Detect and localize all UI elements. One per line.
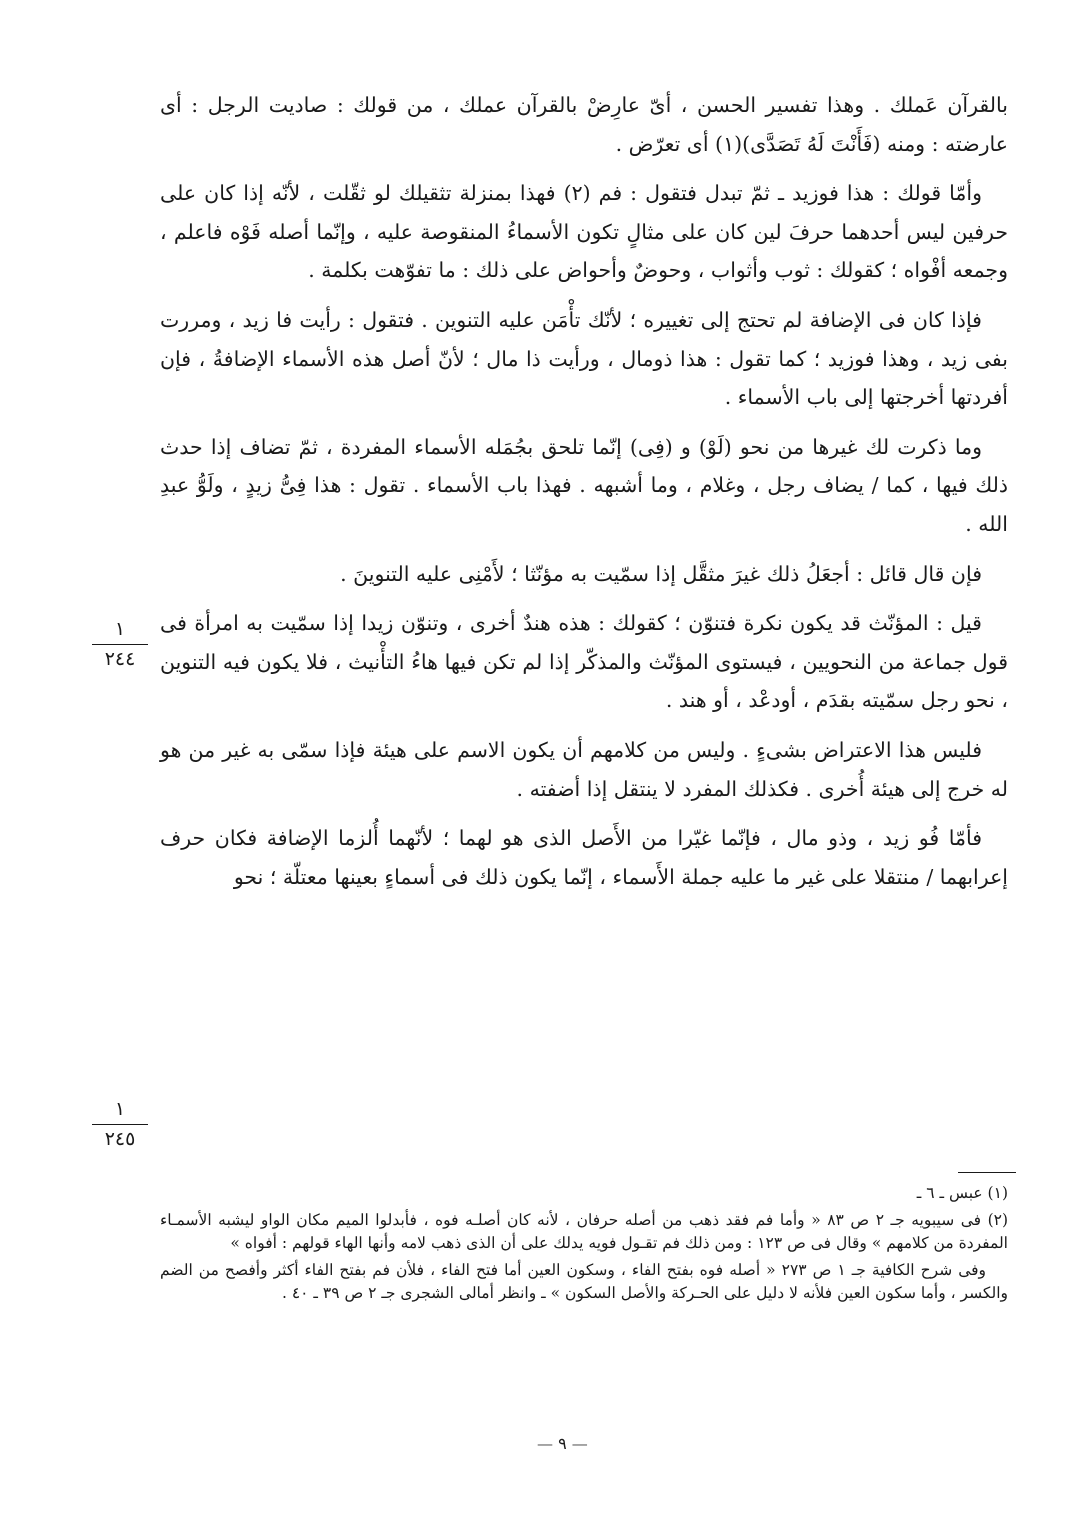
margin-ref-volume: ١ <box>114 618 126 640</box>
margin-page-ref <box>92 1098 148 1150</box>
main-text <box>160 86 1008 907</box>
page-number-value: ٩ <box>558 1434 567 1453</box>
footnote-1: (١) عبس ـ ٦ ـ <box>916 1184 1008 1202</box>
paragraph-8: فأمّا فُو زيد ، وذو مال ، فإنّما غيّرا من الأَصل الذى هو لهما ؛ لأنّهما أُلزما الإضافة فكان حرف إعرابهما / منتقلا على غير ما عليه جملة الأَسماء ، إنّما يكون ذلك فى أسماءٍ بعينها معتلّة ؛ نحو <box>160 826 1008 889</box>
margin-ref-page: ٢٤٤ <box>104 648 136 670</box>
margin-page-ref <box>92 618 148 670</box>
margin-ref-volume: ١ <box>114 1098 126 1120</box>
footnotes <box>160 1182 1008 1309</box>
page-number <box>537 1434 588 1453</box>
margin-ref-page: ٢٤٥ <box>104 1128 136 1150</box>
page-number-dash: — <box>566 1434 588 1453</box>
page-number-dash: — <box>537 1434 559 1453</box>
footnote-2: (٢) فى سيبويه جـ ٢ ص ٨٣ « وأما فم فقد ذهب من أصله حرفان ، لأنه كان أصلـه فوه ، فأبدلوا الميم مكان الواو ليشبه الأسمـاء المفردة من كلامهم » وقال فى ص ١٢٣ : ومن ذلك فم تقـول فويه يدلك على أن الذى ذهب لامه وأنها الهاء قولهم : أفواه » <box>160 1211 1009 1252</box>
footnote-separator <box>958 1172 1016 1173</box>
paragraph-3: فإذا كان فى الإضافة لم تحتج إلى تغييره ؛ لأنّك تأْمَن عليه التنوين . فتقول : رأيت فا زيد ، ومررت بفى زيد ، وهذا فوزيد ؛ كما تقول : هذا ذومال ، ورأيت ذا مال ؛ لأنّ أصل هذه الأسماء الإضافةُ ، فإن أفردتها أخرجتها إلى باب الأسماء . <box>160 307 1008 410</box>
margin-ref-rule <box>92 644 148 645</box>
paragraph-1: بالقرآن عَملك . وهذا تفسير الحسن ، أىّ عارِضْ بالقرآن عملك ، من قولك : صاديت الرجل : أى عارضته : ومنه (فَأَنْتَ لَهُ تَصَدَّى)(١) أى تعرّض . <box>160 93 1008 156</box>
paragraph-6: قيل : المؤنّث قد يكون نكرة فتنوّن ؛ كقولك : هذه هندٌ أخرى ، وتنوّن زيدا إذا سمّيت به امرأة فى قول جماعة من النحويين ، فيستوى المؤنّث والمذكّر إذا لم تكن فيها هاءُ التأْنيث ، فلا يكون فيه التنوين ، نحو رجل سمّيته بقدَم ، أودعْد ، أو هند . <box>160 611 1008 713</box>
margin-ref-rule <box>92 1124 148 1125</box>
paragraph-4: وما ذكرت لك غيرها من نحو (لَوْ) و (فِى) إنّما تلحق بجُمَله الأسماء المفردة ، ثمّ تضاف إذا حدث ذلك فيها ، كما / يضاف رجل ، وغلام ، وما أشبهه . فهذا باب الأسماء . تقول : هذا فِىُّ زيدٍ ، ولَوُّ عبدِ الله . <box>160 434 1008 536</box>
paragraph-2: وأمّا قولك : هذا فوزيد ـ ثمّ تبدل فتقول : فم (٢) فهذا بمنزلة تثقيلك لو ثقّلت ، لأنّه إذا كان على حرفين ليس أحدهما حرفَ لين كان على مثالٍ تكون الأسماءُ المنقوصة عليه ، وإنّما أصله فَوْه فاعلم ، وجمعه أفْواه ؛ كقولك : ثوب وأثواب ، وحوضٌ وأحواض على ذلك : ما تفوّهت بكلمة . <box>160 181 1008 283</box>
paragraph-5: فإن قال قائل : أجعَلُ ذلك غيرَ مثقَّل إذا سمّيت به مؤنّثا ؛ لأَمْنِى عليه التنوينَ . <box>340 561 982 586</box>
paragraph-7: فليس هذا الاعتراض بشىءٍ . وليس من كلامهم أن يكون الاسم على هيئة فإذا سمّى به غير من هو له خرج إلى هيئة أُخرى . فكذلك المفرد لا ينتقل إذا أضفته . <box>160 737 1008 801</box>
footnote-2-continuation: وفى شرح الكافية جـ ١ ص ٢٧٣ « أصله فوه بفتح الفاء ، وسكون العين أما فتح الفاء ، فلأن فم بفتح الفاء أكثر وأفصح من الضم والكسر ، وأما سكون العين فلأنه لا دليل على الحـركة والأصل السكون » ـ وانظر أمالى الشجرى جـ ٢ ص ٣٩ ـ ٤٠ . <box>160 1261 1008 1302</box>
